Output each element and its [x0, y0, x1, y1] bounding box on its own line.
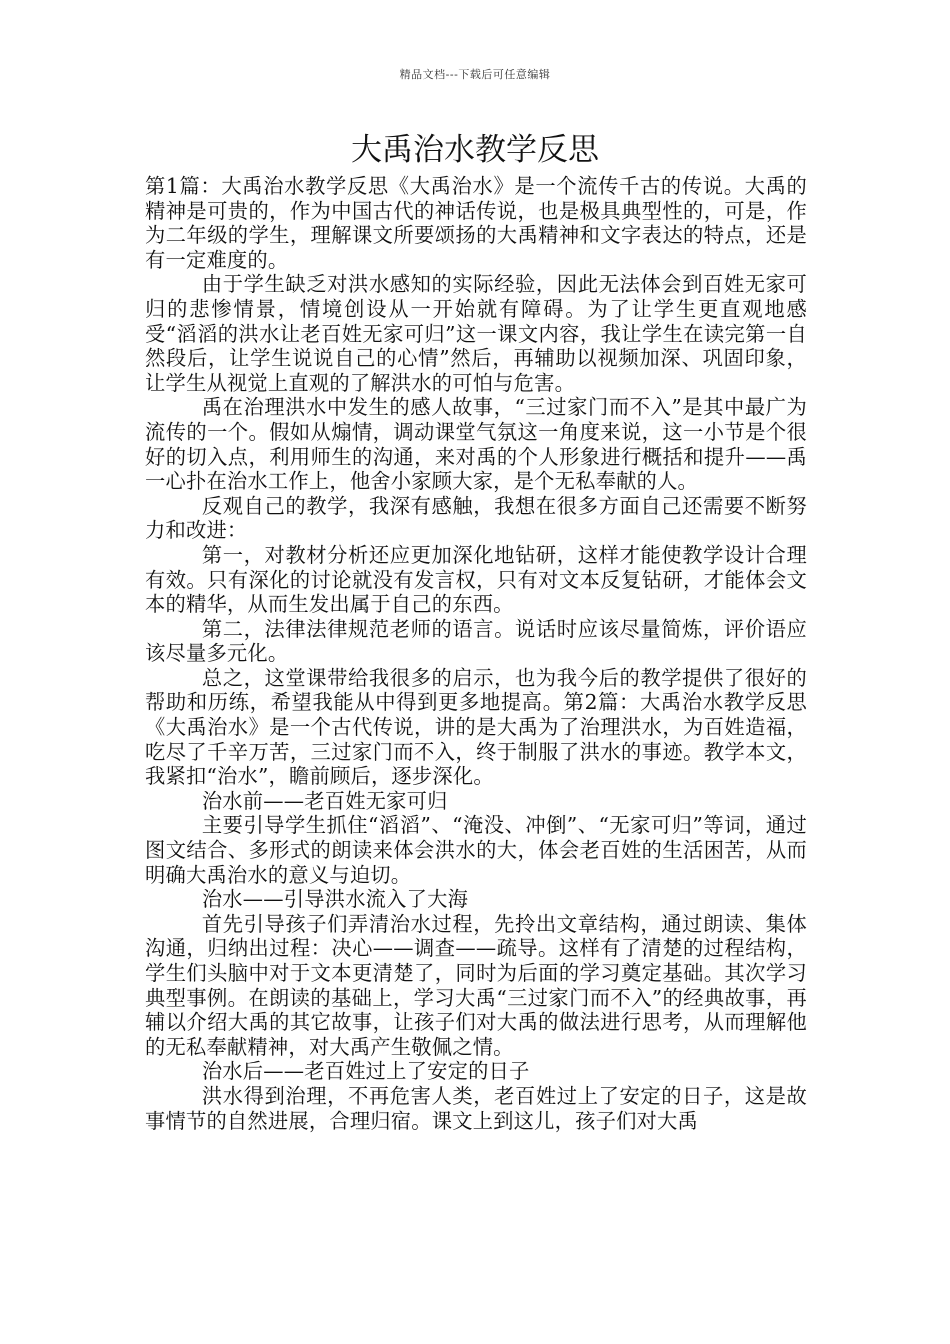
document-title: 大禹治水教学反思 [351, 132, 599, 168]
paragraph-13: 洪水得到治理，不再危害人类，老百姓过上了安定的日子，这是故事情节的自然进展，合理归宿。课文上到这儿，孩子们对大禹 [145, 1083, 807, 1133]
paragraph-1: 第1篇：大禹治水教学反思《大禹治水》是一个流传千古的传说。大禹的精神是可贵的，作为中国古代的神话传说，也是极具典型性的，可是，作为二年级的学生，理解课文所要颂扬的大禹精神和文字表达的特点，还是有一定难度的。 [145, 174, 807, 272]
paragraph-11: 首先引导孩子们弄清治水过程，先拎出文章结构，通过朗读、集体沟通，归纳出过程：决心——调查——疏导。这样有了清楚的过程结构，学生们头脑中对于文本更清楚了，同时为后面的学习奠定基础。其次学习典型事例。在朗读的基础上，学习大禹“三过家门而不入”的经典故事，再辅以介绍大禹的其它故事，让孩子们对大禹的做法进行思考，从而理解他的无私奉献精神，对大禹产生敬佩之情。 [145, 911, 807, 1059]
paragraph-2: 由于学生缺乏对洪水感知的实际经验，因此无法体会到百姓无家可归的悲惨情景，情境创设从一开始就有障碍。为了让学生更直观地感受“滔滔的洪水让老百姓无家可归”这一课文内容，我让学生在读完第一自然段后，让学生说说自己的心情”然后，再辅助以视频加深、巩固印象，让学生从视觉上直观的了解洪水的可怕与危害。 [145, 272, 807, 395]
paragraph-9: 主要引导学生抓住“滔滔”、“淹没、冲倒”、“无家可归”等词，通过图文结合、多形式的朗读来体会洪水的大，体会老百姓的生活困苦，从而明确大禹治水的意义与迫切。 [145, 813, 807, 887]
paragraph-3: 禹在治理洪水中发生的感人故事，“三过家门而不入”是其中最广为流传的一个。假如从煽情，调动课堂气氛这一角度来说，这一小节是个很好的切入点，利用师生的沟通，来对禹的个人形象进行概括和提升——禹一心扑在治水工作上，他舍小家顾大家，是个无私奉献的人。 [145, 395, 807, 494]
section-heading-before: 治水前——老百姓无家可归 [201, 788, 448, 813]
page-header-note: 精品文档---下载后可任意编辑 [399, 68, 551, 81]
paragraph-6: 第二，法律法律规范老师的语言。说话时应该尽量简炼，评价语应该尽量多元化。 [145, 616, 807, 666]
document-body [145, 174, 807, 1133]
paragraph-4: 反观自己的教学，我深有感触，我想在很多方面自己还需要不断努力和改进： [145, 493, 807, 543]
section-heading-during: 治水——引导洪水流入了大海 [201, 887, 469, 912]
section-heading-after: 治水后——老百姓过上了安定的日子 [201, 1059, 530, 1084]
paragraph-5: 第一，对教材分析还应更加深化地钻研，这样才能使教学设计合理有效。只有深化的讨论就没有发言权，只有对文本反复钻研，才能体会文本的精华，从而生发出属于自己的东西。 [145, 542, 807, 617]
paragraph-7: 总之，这堂课带给我很多的启示，也为我今后的教学提供了很好的帮助和历练，希望我能从中得到更多地提高。第2篇：大禹治水教学反思《大禹治水》是一个古代传说，讲的是大禹为了治理洪水，为百姓造福，吃尽了千辛万苦，三过家门而不入，终于制服了洪水的事迹。教学本文，我紧扣“治水”，瞻前顾后，逐步深化。 [145, 665, 807, 789]
